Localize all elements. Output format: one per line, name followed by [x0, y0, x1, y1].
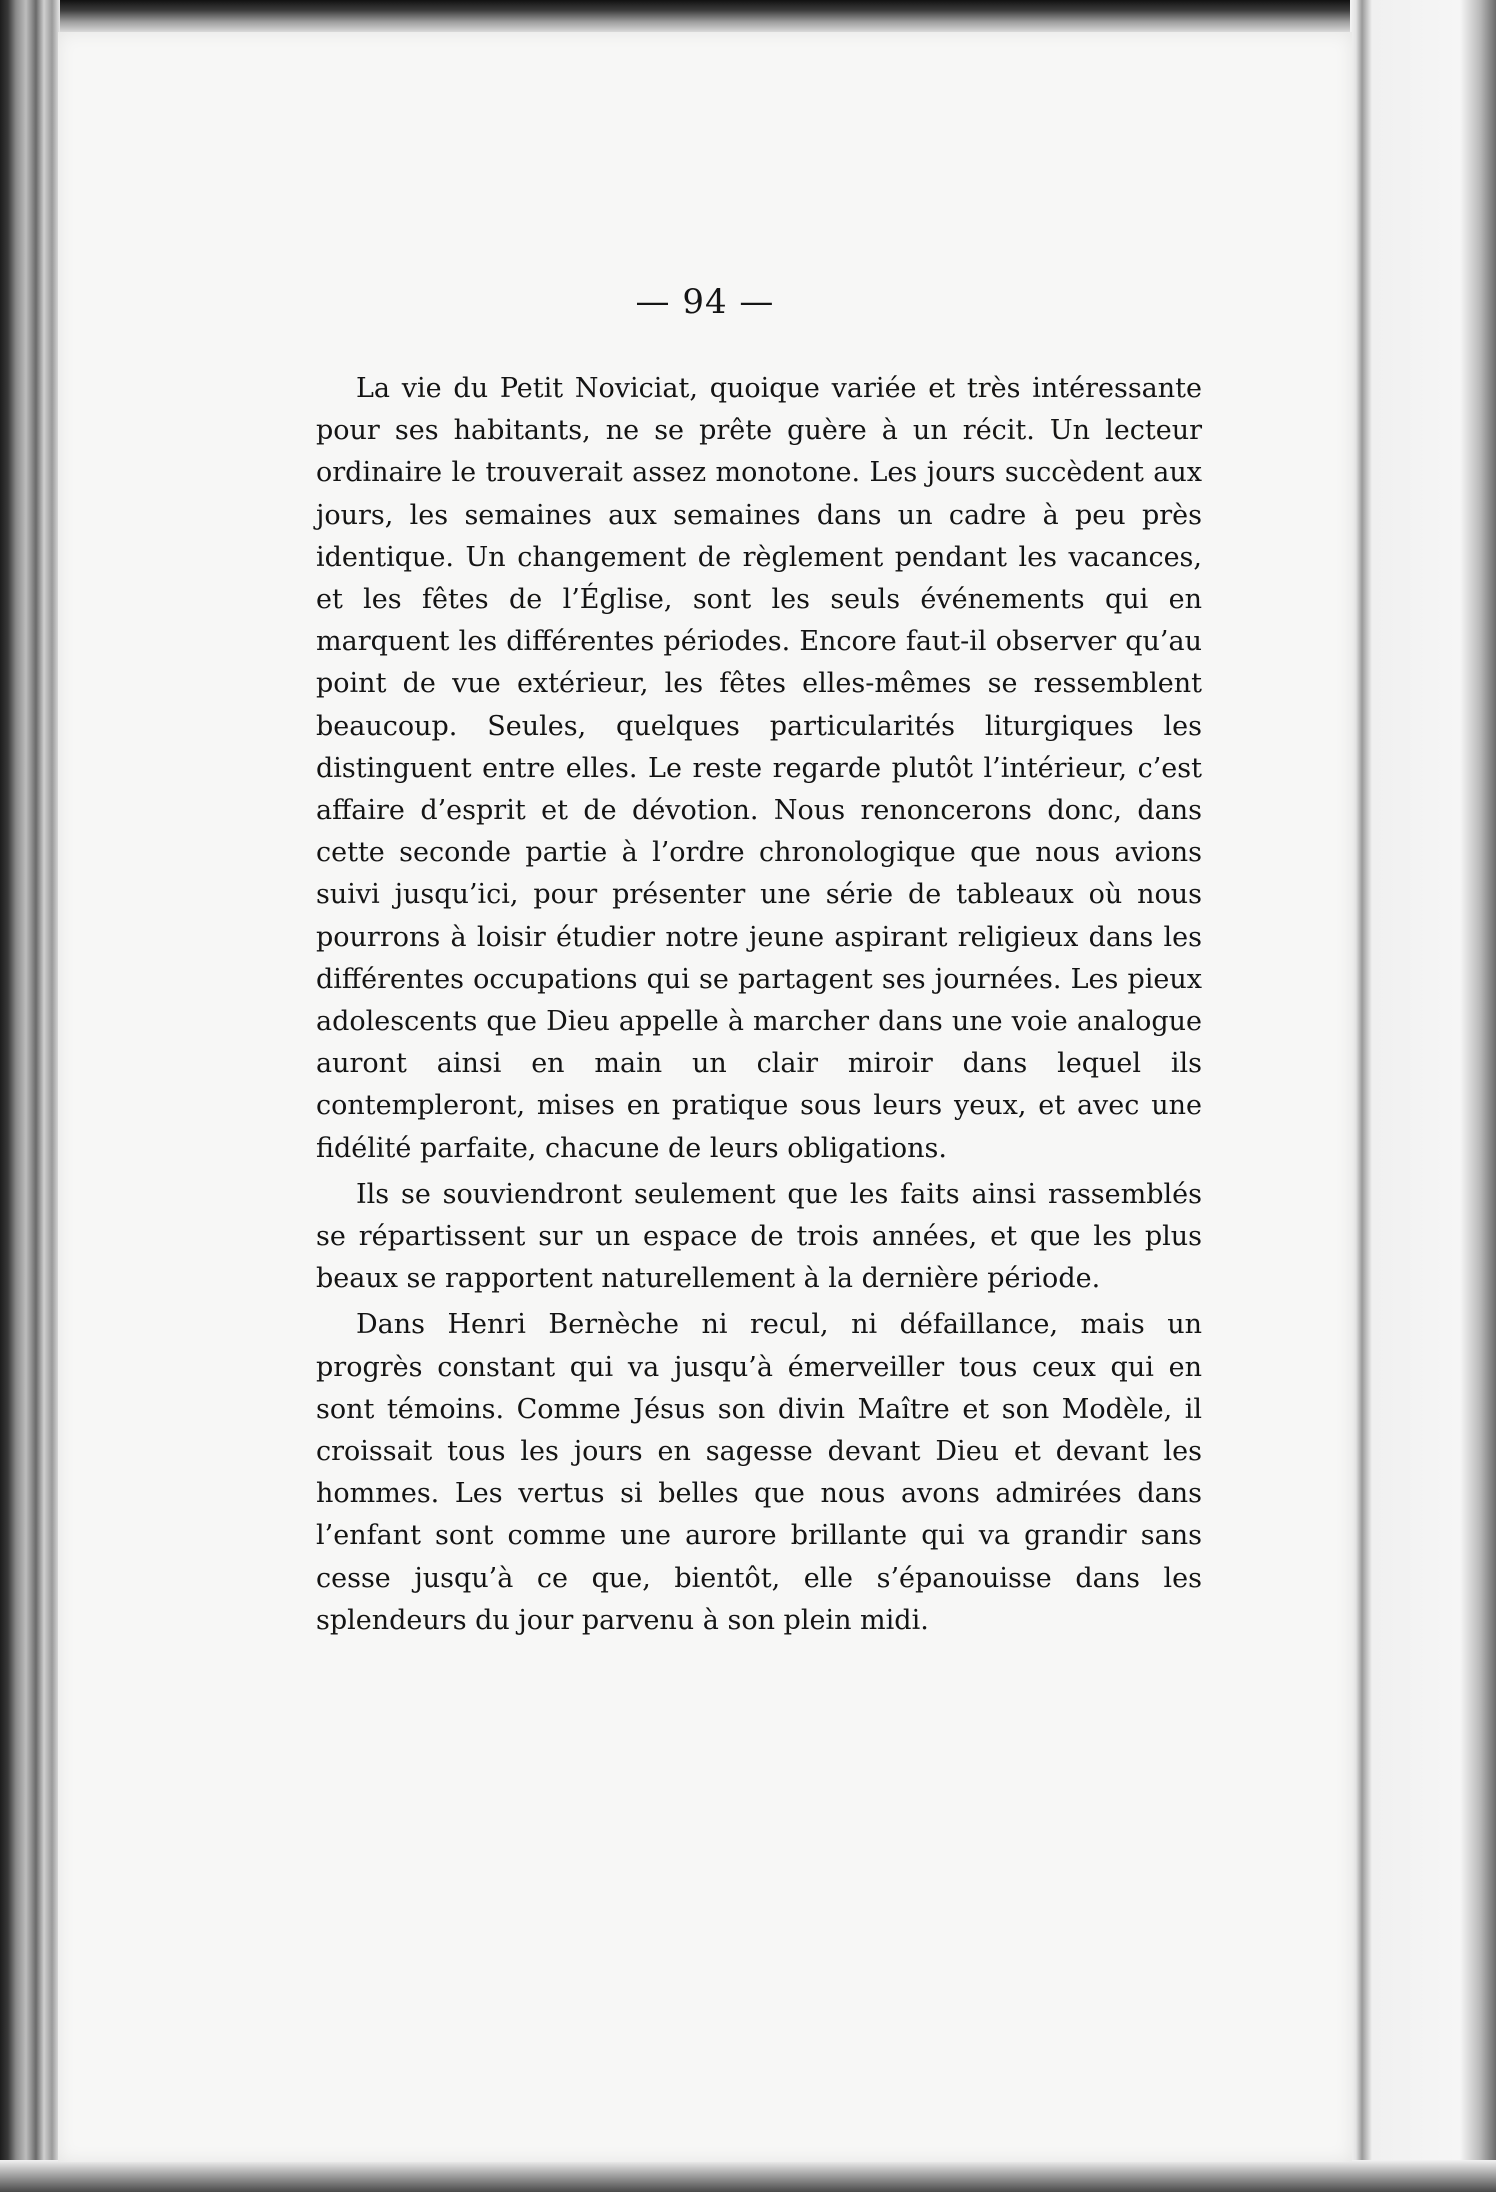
paragraph-3: Dans Henri Bernèche ni recul, ni défaillance, mais un progrès constant qui va jusqu’à émerveiller tous ceux qui en sont témoins. Comme Jésus son divin Maître et son Modèle, il croissait tous les jours en sagesse devant Dieu et devant les hommes. Les vertus si belles que nous avons admirées dans l’enfant sont comme une aurore brillante qui va grandir sans cesse jusqu’à ce que, bientôt, elle s’épanouisse dans les splendeurs du jour parvenu à son plein midi.: [316, 1309, 1202, 1636]
book-page-edges-left: [0, 0, 60, 2192]
scan-bottom-edge: [0, 2160, 1496, 2192]
paragraph-1: La vie du Petit Noviciat, quoique variée et très intéressante pour ses habitants, ne se prête guère à un récit. Un lecteur ordinaire le trouverait assez monotone. Les jours succèdent aux jours, les semaines aux semaines dans un cadre à peu près identique. Un changement de règlement pendant les vacances, et les fêtes de l’Église, sont les seuls événements qui en marquent les différentes périodes. Encore faut-il observer qu’au point de vue extérieur, les fêtes elles-mêmes se ressemblent beaucoup. Seules, quelques particularités liturgiques les distinguent entre elles. Le reste regarde plutôt l’intérieur, c’est affaire d’esprit et de dévotion. Nous renoncerons donc, dans cette seconde partie à l’ordre chronologique que nous avions suivi jusqu’ici, pour présenter une série de tableaux où nous pourrons à loisir étudier notre jeune aspirant religieux dans les différentes occupations qui se partagent ses journées. Les pieux adolescents que Dieu appelle à marcher dans une voie analogue auront ainsi en main un clair miroir dans lequel ils contempleront, mises en pratique sous leurs yeux, et avec une fidélité parfaite, chacune de leurs obligations.: [316, 373, 1202, 1164]
scan-top-edge: [0, 0, 1496, 34]
book-page-edges-right: [1350, 0, 1496, 2192]
page-number: — 94 —: [635, 282, 775, 322]
body-text: [316, 368, 1202, 1646]
book-page: [58, 32, 1352, 2162]
paragraph-2: Ils se souviendront seulement que les faits ainsi rassemblés se répartissent sur un espace de trois années, et que les plus beaux se rapportent naturellement à la dernière période.: [316, 1178, 1202, 1295]
